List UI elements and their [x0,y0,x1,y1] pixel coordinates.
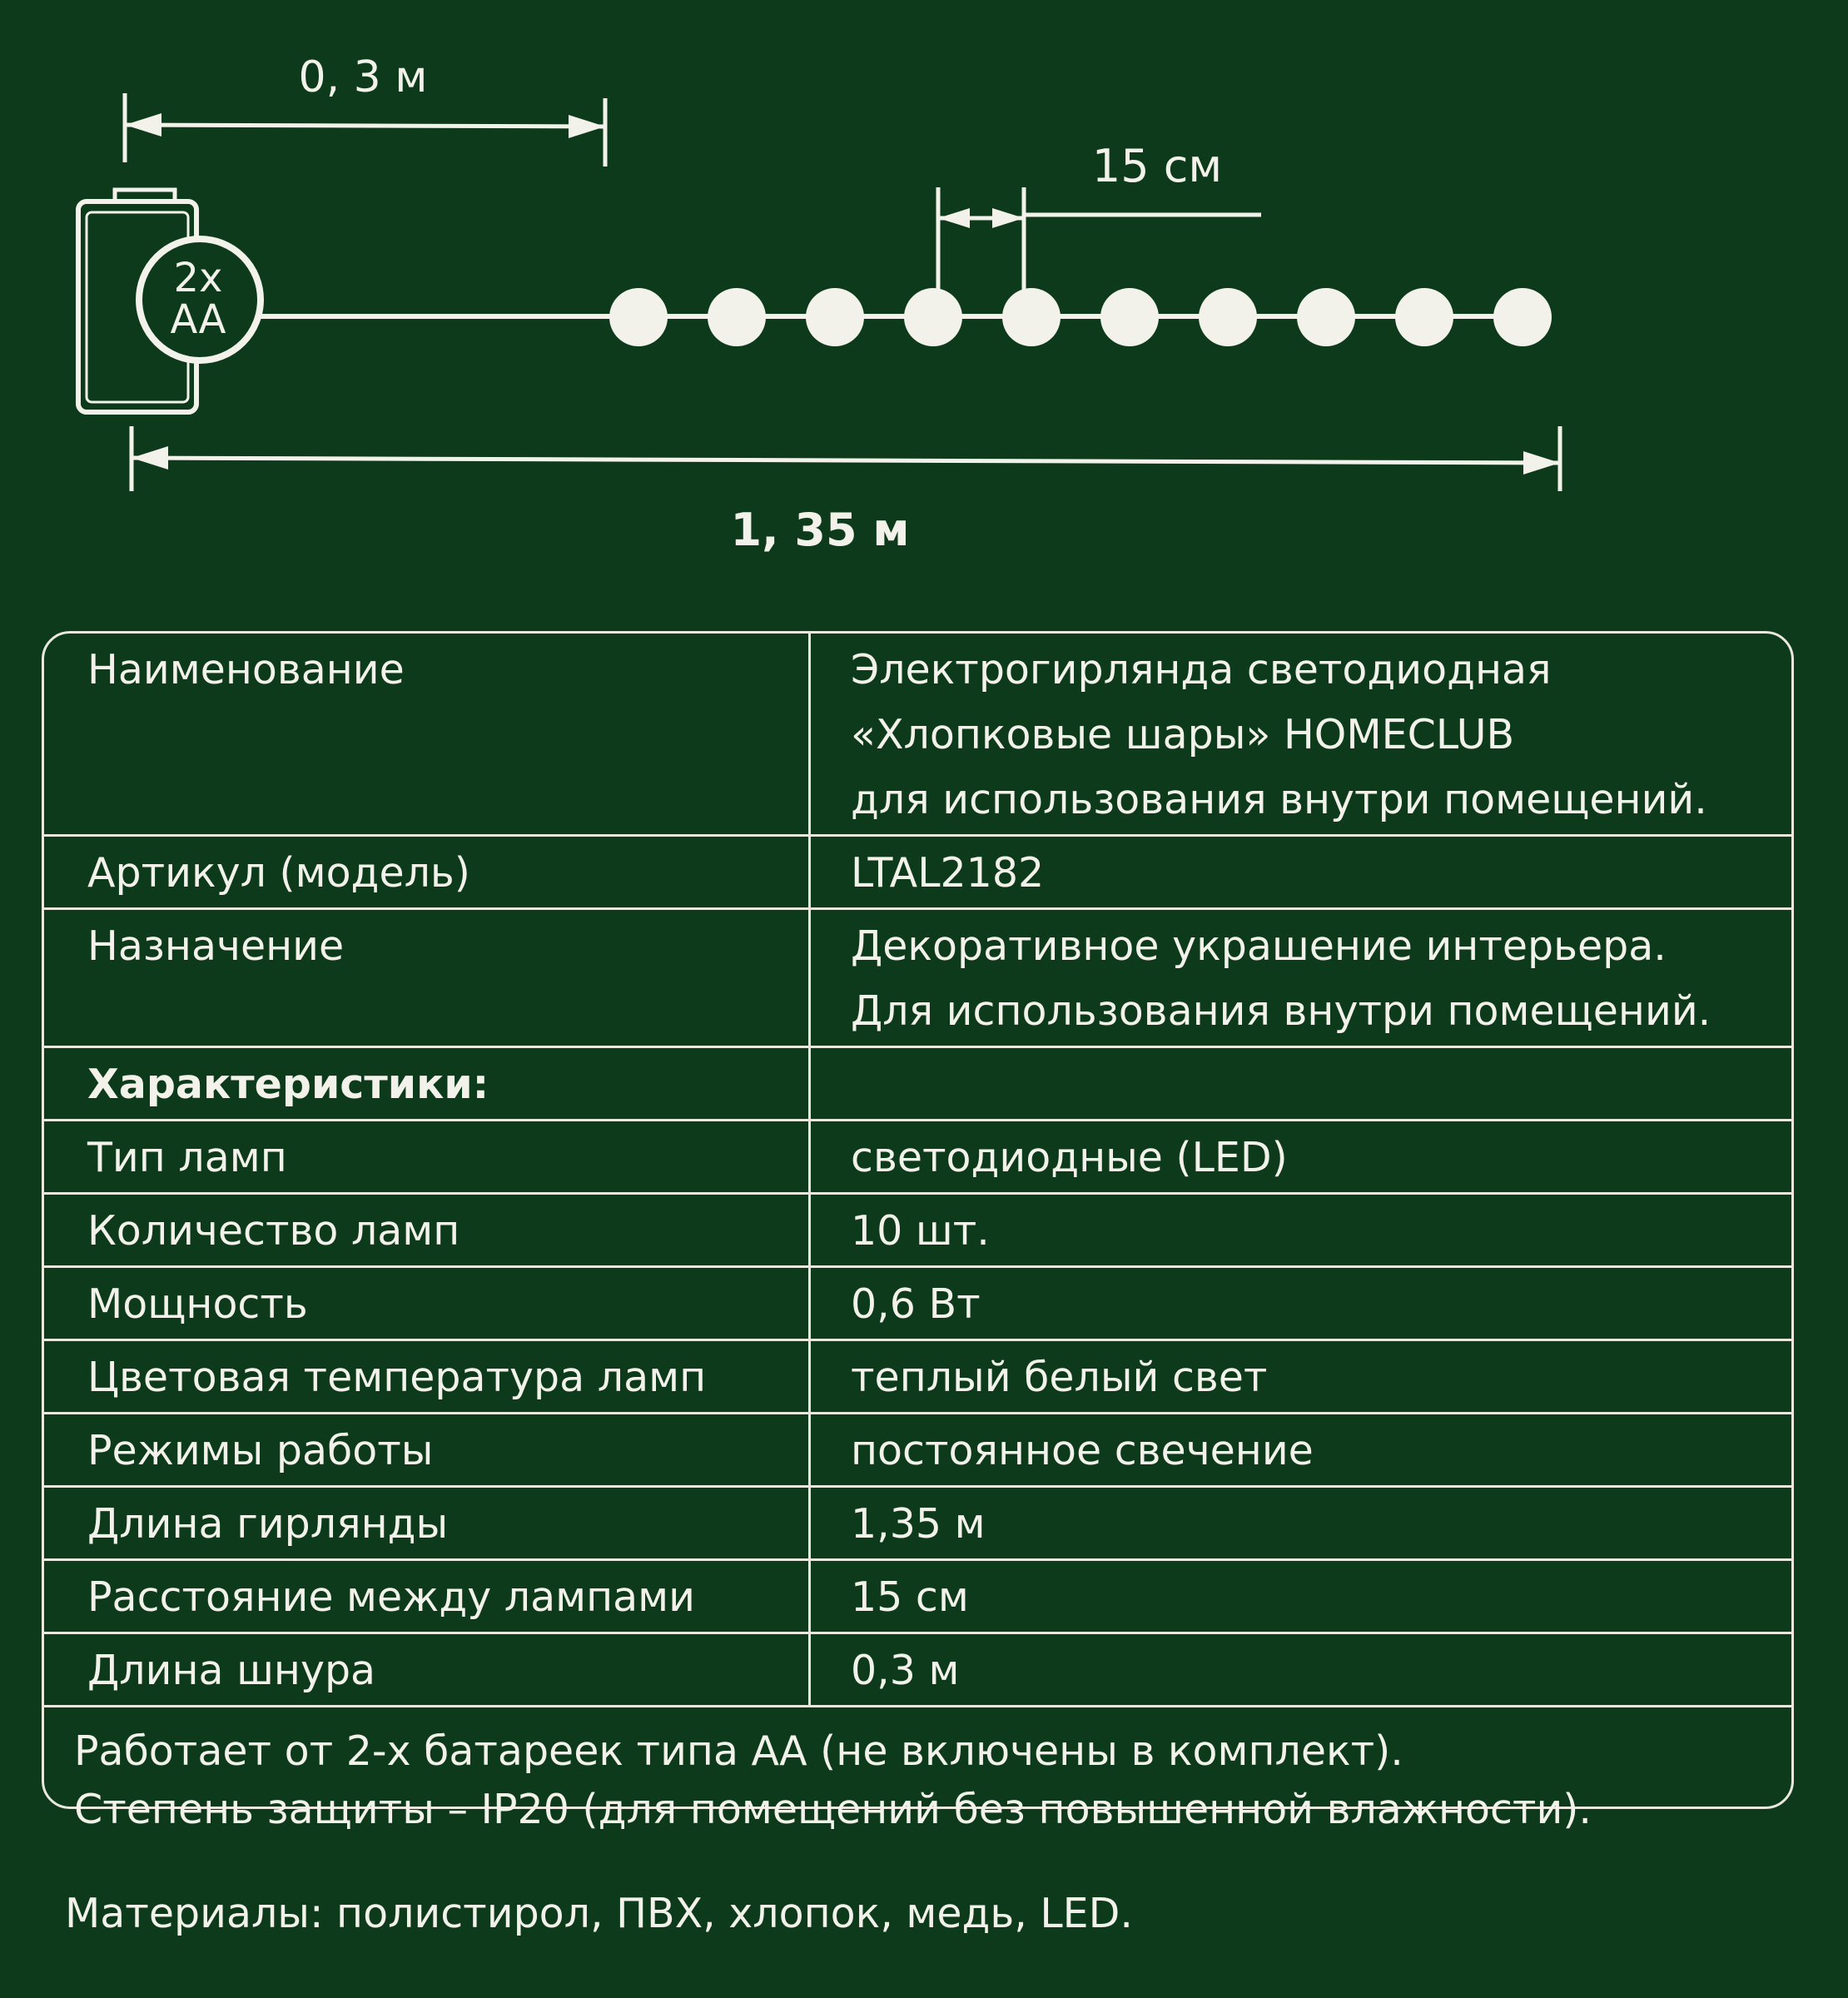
spec-value-line: 15 см [851,1573,969,1621]
bulb [806,288,864,346]
battery-label-line2: AA [170,296,226,343]
notes [44,1707,1791,1839]
spec-table [44,634,1791,1707]
bulb [1297,288,1355,346]
spacing-label: 15 см [1091,140,1223,192]
bulb [1002,288,1061,346]
spec-row [44,1267,1791,1340]
spec-value-line: 0,3 м [851,1647,960,1694]
spec-value [810,1340,1792,1414]
spec-key: Характеристики: [44,1047,810,1121]
spec-value-line: 10 шт. [851,1207,990,1255]
spec-key: Мощность [44,1267,810,1340]
bulb [904,288,962,346]
spec-value-line: Электрогирлянда светодиодная [851,646,1552,693]
note-protection: Степень защиты – IP20 (для помещений без повышенной влажности). [74,1786,1592,1833]
spec-value-line: 1,35 м [851,1500,986,1548]
note-batteries: Работает от 2-х батареек типа АА (не включены в комплект). [74,1727,1403,1775]
bulb-spacing-dimension [938,140,1261,290]
spec-row [44,1487,1791,1560]
spec-key: Количество ламп [44,1194,810,1267]
spec-value [810,1487,1792,1560]
spec-key: Назначение [44,909,810,1047]
spec-row [44,1414,1791,1487]
spec-value-line: светодиодные (LED) [851,1134,1288,1181]
spec-value-line: LTAL2182 [851,849,1045,897]
spec-row [44,909,1791,1047]
bulb [1199,288,1257,346]
spec-row [44,836,1791,909]
spec-value-line: Для использования внутри помещений. [851,987,1711,1035]
materials-text: Материалы: полистирол, ПВХ, хлопок, медь, LED. [65,1890,1133,1937]
bulb [708,288,766,346]
total-length-label: 1, 35 м [730,504,910,556]
spec-row [44,1633,1791,1707]
spec-row [44,1560,1791,1633]
spec-value [810,836,1792,909]
spec-value [810,1194,1792,1267]
spec-value [810,1267,1792,1340]
bulb [1493,288,1552,346]
garland-diagram [0,0,1848,599]
spec-key: Длина шнура [44,1633,810,1707]
spec-value-line: для использования внутри помещений. [851,776,1707,823]
cord-length-dimension [125,52,605,166]
spec-row [44,1121,1791,1194]
spec-value-line: 0,6 Вт [851,1280,981,1328]
battery-label-line1: 2x [173,255,223,301]
spec-value-line: Декоративное украшение интерьера. [851,922,1667,970]
spec-value [810,634,1792,836]
battery-box-icon [78,190,261,412]
spec-key: Цветовая температура ламп [44,1340,810,1414]
spec-value-line: постоянное свечение [851,1427,1314,1474]
total-length-dimension [132,426,1560,556]
spec-value [810,1414,1792,1487]
spec-value [810,1121,1792,1194]
spec-row [44,1194,1791,1267]
spec-value-line: теплый белый свет [851,1354,1268,1401]
spec-value-line [851,1052,1791,1117]
spec-key: Тип ламп [44,1121,810,1194]
spec-key: Расстояние между лампами [44,1560,810,1633]
spec-value [810,1560,1792,1633]
spec-value [810,909,1792,1047]
bulb [1395,288,1453,346]
spec-key: Наименование [44,634,810,836]
spec-row [44,1047,1791,1121]
cord-length-label: 0, 3 м [298,52,428,102]
spec-table-box [42,631,1794,1833]
spec-key: Режимы работы [44,1414,810,1487]
spec-value [810,1047,1792,1121]
spec-value-line: «Хлопковые шары» HOMECLUB [851,711,1515,758]
spec-key: Длина гирлянды [44,1487,810,1560]
spec-key: Артикул (модель) [44,836,810,909]
spec-row [44,1340,1791,1414]
bulb [1100,288,1159,346]
bulb [609,288,668,346]
spec-row [44,634,1791,836]
spec-value [810,1633,1792,1707]
